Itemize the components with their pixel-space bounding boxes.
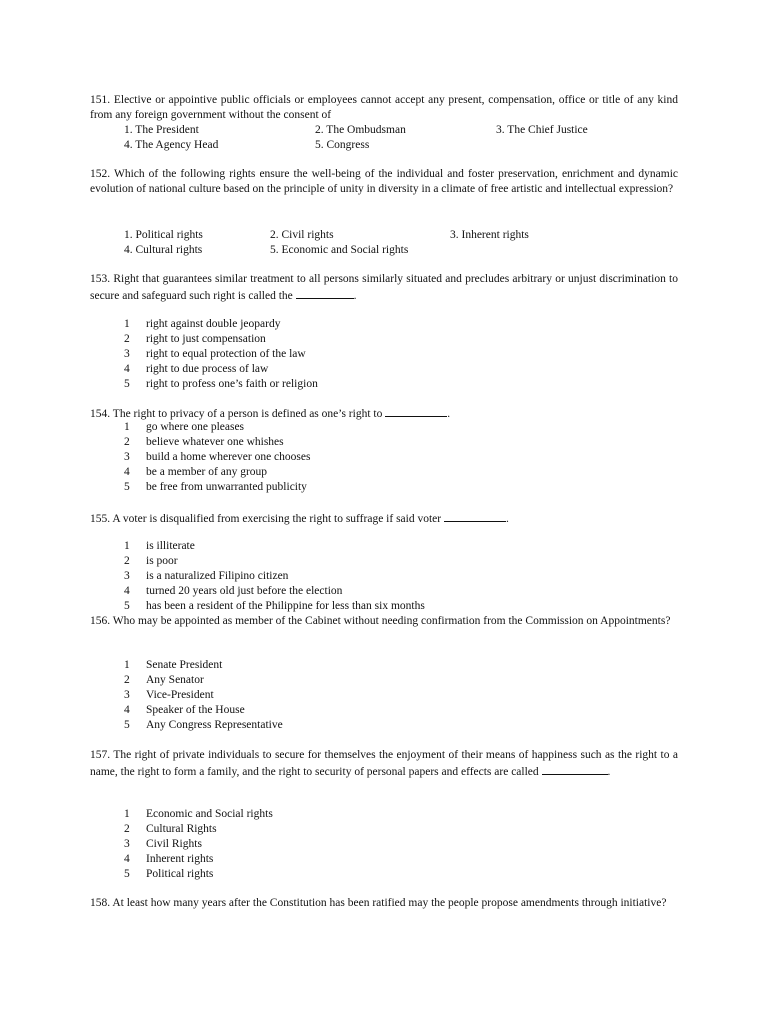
option-text: be free from unwarranted publicity bbox=[146, 481, 307, 493]
list-item bbox=[90, 554, 678, 569]
option-4: 4. The Agency Head bbox=[124, 139, 219, 151]
option-1: 1. Political rights bbox=[124, 229, 203, 241]
option-3: 3. Inherent rights bbox=[450, 229, 529, 241]
question-157 bbox=[90, 748, 678, 780]
stem-period: . bbox=[353, 290, 357, 302]
option-number: 3 bbox=[124, 838, 130, 850]
options-list-153 bbox=[90, 317, 678, 392]
list-item bbox=[90, 362, 678, 377]
option-number: 1 bbox=[124, 808, 130, 820]
option-number: 1 bbox=[124, 318, 130, 330]
question-stem: 151. Elective or appointive public officials or employees cannot accept any present, compensation, office or title of any kind from any foreign government without the consent of bbox=[90, 94, 678, 121]
options-grid bbox=[90, 228, 678, 258]
option-3: 3. The Chief Justice bbox=[496, 124, 588, 136]
question-151 bbox=[90, 93, 678, 153]
option-number: 5 bbox=[124, 481, 130, 493]
option-text: has been a resident of the Philippine for less than six months bbox=[146, 600, 425, 612]
option-text: right to profess one’s faith or religion bbox=[146, 378, 318, 390]
option-text: turned 20 years old just before the election bbox=[146, 585, 343, 597]
list-item bbox=[90, 332, 678, 347]
question-158 bbox=[90, 896, 678, 911]
answer-blank bbox=[542, 763, 608, 775]
option-text: right against double jeopardy bbox=[146, 318, 281, 330]
option-5: 5. Congress bbox=[315, 139, 370, 151]
option-number: 5 bbox=[124, 719, 130, 731]
option-number: 2 bbox=[124, 333, 130, 345]
option-5: 5. Economic and Social rights bbox=[270, 244, 409, 256]
options-list-157 bbox=[90, 807, 678, 882]
list-item bbox=[90, 435, 678, 450]
list-item bbox=[90, 837, 678, 852]
option-text: Political rights bbox=[146, 868, 214, 880]
option-number: 1 bbox=[124, 540, 130, 552]
list-item bbox=[90, 480, 678, 495]
question-stem bbox=[90, 510, 678, 527]
option-text: believe whatever one whishes bbox=[146, 436, 284, 448]
option-text: Senate President bbox=[146, 659, 223, 671]
option-number: 1 bbox=[124, 421, 130, 433]
option-number: 1 bbox=[124, 659, 130, 671]
list-item bbox=[90, 807, 678, 822]
option-text: Economic and Social rights bbox=[146, 808, 273, 820]
list-item bbox=[90, 673, 678, 688]
option-text: go where one pleases bbox=[146, 421, 245, 433]
question-stem-text: 155. A voter is disqualified from exercising the right to suffrage if said voter bbox=[90, 513, 442, 525]
answer-blank bbox=[444, 510, 506, 522]
list-item bbox=[90, 718, 678, 733]
option-text: is illiterate bbox=[146, 540, 195, 552]
list-item bbox=[90, 688, 678, 703]
list-item bbox=[90, 450, 678, 465]
option-number: 2 bbox=[124, 823, 130, 835]
list-item bbox=[90, 569, 678, 584]
options-list-154 bbox=[90, 420, 678, 495]
option-number: 5 bbox=[124, 600, 130, 612]
options-grid bbox=[90, 123, 678, 153]
option-number: 2 bbox=[124, 674, 130, 686]
option-text: Vice-President bbox=[146, 689, 214, 701]
question-stem bbox=[90, 272, 678, 304]
option-text: Cultural Rights bbox=[146, 823, 217, 835]
list-item bbox=[90, 539, 678, 554]
stem-period: . bbox=[607, 766, 611, 778]
option-text: Civil Rights bbox=[146, 838, 202, 850]
option-number: 5 bbox=[124, 868, 130, 880]
list-item bbox=[90, 703, 678, 718]
option-number: 3 bbox=[124, 348, 130, 360]
answer-blank bbox=[296, 287, 354, 299]
option-1: 1. The President bbox=[124, 124, 199, 136]
question-stem-text: 154. The right to privacy of a person is defined as one’s right to bbox=[90, 408, 383, 420]
list-item bbox=[90, 852, 678, 867]
option-text: right to due process of law bbox=[146, 363, 269, 375]
list-item bbox=[90, 465, 678, 480]
option-number: 2 bbox=[124, 555, 130, 567]
question-152-options bbox=[90, 228, 678, 258]
option-number: 4 bbox=[124, 704, 130, 716]
option-number: 3 bbox=[124, 689, 130, 701]
question-155 bbox=[90, 510, 678, 527]
option-text: Any Senator bbox=[146, 674, 204, 686]
option-2: 2. Civil rights bbox=[270, 229, 334, 241]
list-item bbox=[90, 658, 678, 673]
options-list-155 bbox=[90, 539, 678, 614]
stem-period: . bbox=[505, 513, 509, 525]
question-stem: 152. Which of the following rights ensure the well-being of the individual and foster preservation, enrichment and dynamic evolution of national culture based on the principle of unity in diversity in a climate of free artistic and intellectual expression? bbox=[90, 168, 678, 195]
option-text: right to equal protection of the law bbox=[146, 348, 306, 360]
option-number: 3 bbox=[124, 451, 130, 463]
question-stem-text: 153. Right that guarantees similar treatment to all persons similarly situated and precludes arbitrary or unjust discrimination to secure and safeguard such right is called the bbox=[90, 273, 678, 302]
list-item bbox=[90, 867, 678, 882]
list-item bbox=[90, 584, 678, 599]
option-text: right to just compensation bbox=[146, 333, 266, 345]
list-item bbox=[90, 377, 678, 392]
option-text: Any Congress Representative bbox=[146, 719, 283, 731]
option-text: build a home wherever one chooses bbox=[146, 451, 311, 463]
options-list-156 bbox=[90, 658, 678, 733]
option-number: 4 bbox=[124, 853, 130, 865]
answer-blank bbox=[385, 405, 447, 417]
option-text: be a member of any group bbox=[146, 466, 268, 478]
stem-period: . bbox=[447, 408, 451, 420]
option-number: 4 bbox=[124, 585, 130, 597]
option-number: 3 bbox=[124, 570, 130, 582]
option-number: 5 bbox=[124, 378, 130, 390]
question-stem bbox=[90, 748, 678, 780]
question-152 bbox=[90, 167, 678, 197]
option-text: Inherent rights bbox=[146, 853, 214, 865]
question-stem-text: 157. The right of private individuals to secure for themselves the enjoyment of their means of happiness such as the right to a name, the right to form a family, and the right to security of personal papers and effects are called bbox=[90, 749, 678, 778]
list-item bbox=[90, 347, 678, 362]
question-153 bbox=[90, 272, 678, 304]
list-item bbox=[90, 420, 678, 435]
option-number: 4 bbox=[124, 363, 130, 375]
option-number: 4 bbox=[124, 466, 130, 478]
list-item bbox=[90, 317, 678, 332]
question-156 bbox=[90, 614, 678, 629]
option-2: 2. The Ombudsman bbox=[315, 124, 406, 136]
option-text: is poor bbox=[146, 555, 178, 567]
question-stem: 158. At least how many years after the Constitution has been ratified may the people propose amendments through initiative? bbox=[90, 897, 667, 909]
list-item bbox=[90, 822, 678, 837]
option-text: is a naturalized Filipino citizen bbox=[146, 570, 289, 582]
question-stem: 156. Who may be appointed as member of the Cabinet without needing confirmation from the Commission on Appointments? bbox=[90, 615, 671, 627]
list-item bbox=[90, 599, 678, 614]
option-number: 2 bbox=[124, 436, 130, 448]
option-4: 4. Cultural rights bbox=[124, 244, 203, 256]
option-text: Speaker of the House bbox=[146, 704, 245, 716]
